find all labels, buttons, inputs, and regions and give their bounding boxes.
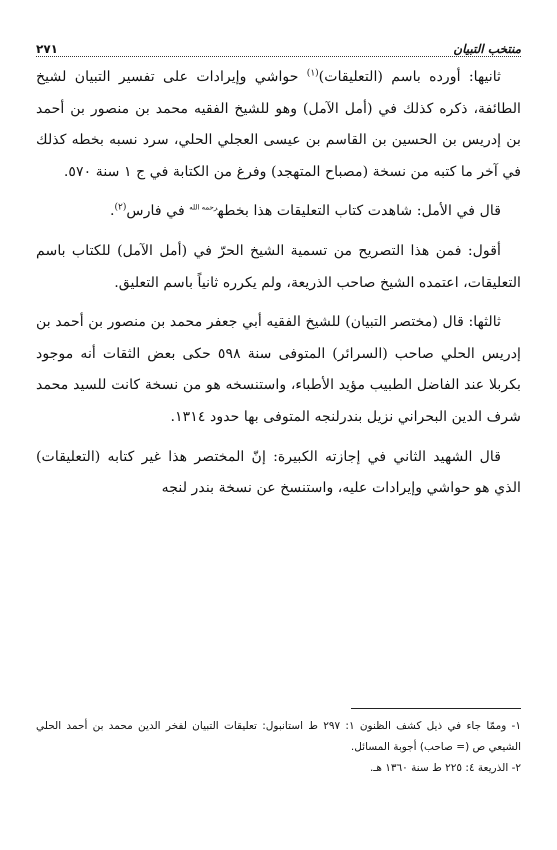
paragraph-1-text-rest: حواشي وإيرادات على تفسير التبيان لشيخ الطائفة، ذكره كذلك في (أمل الآمل) وهو للشيخ الفقيه محمد بن منصور بن أحمد بن إدريس بن الحسين بن القاسم بن عيسى العجلي الحلي، سرد نسبه بخطه كذلك في آخر ما كتبه من نسخة (مصباح المتهجد) وفرغ من الكتابة في ج ١ سنة ٥٧٠. bbox=[36, 69, 521, 180]
honorific-glyph: رحمه الله bbox=[189, 203, 218, 212]
paragraph-2-text-end: . bbox=[109, 203, 115, 220]
paragraph-2 bbox=[36, 196, 521, 228]
paragraph-1 bbox=[36, 62, 521, 188]
paragraph-4: ثالثها: قال (مختصر التبيان) للشيخ الفقيه أبي جعفر محمد بن منصور بن أحمد بن إدريس الحلي صاحب (السرائر) المتوفى سنة ٥٩٨ حكى بعض الثقات أنه موجود بكربلا عند الفاضل الطبيب مؤيد الأطباء، واستنسخه هو من نسخة كانت للسيد محمد شرف الدين البحراني نزيل بندرلنجه المتوفى بها حدود ١٣١٤. bbox=[36, 314, 521, 425]
paragraph-1-text-start: ثانيها: أورده باسم (التعليقات) bbox=[318, 69, 501, 85]
paragraph-5: قال الشهيد الثاني في إجازته الكبيرة: إنّ المختصر هذا غير كتابه (التعليقات) الذي هو حواشي وإيرادات عليه، واستنسخ عن نسخة بندر لنجه bbox=[36, 448, 521, 497]
footnote-separator bbox=[351, 708, 521, 709]
paragraph-3: أقول: فمن هذا التصريح من تسمية الشيخ الحرّ في (أمل الآمل) للكتاب باسم التعليقات، اعتمده الشيخ صاحب الذريعة، ولم يكرره ثانياً باسم التعليق. bbox=[36, 242, 521, 291]
footnote-1: ١- وممّا جاء في ذيل كشف الظنون ١: ٢٩٧ ط استانبول: تعليقات التبيان لفخر الدين محمد بن أحمد الحلي الشيعي ص (= صاحب) أجوبة المسائل. bbox=[36, 720, 521, 753]
footnote-ref-2: (٢) bbox=[114, 202, 127, 213]
running-header bbox=[36, 34, 521, 57]
footnotes bbox=[36, 716, 521, 779]
paragraph-2-text-start: قال في الأمل: شاهدت كتاب التعليقات هذا بخطه bbox=[217, 203, 501, 220]
running-title: منتخب التبيان bbox=[453, 42, 521, 56]
page-number: ٢٧١ bbox=[36, 42, 58, 56]
main-text bbox=[36, 62, 521, 505]
paragraph-2-text-middle: في فارس bbox=[126, 203, 190, 220]
footnote-2: ٢- الذريعة ٤: ٢٢٥ ط سنة ١٣٦٠ هـ. bbox=[369, 762, 521, 774]
footnote-ref-1: (١) bbox=[306, 68, 319, 79]
